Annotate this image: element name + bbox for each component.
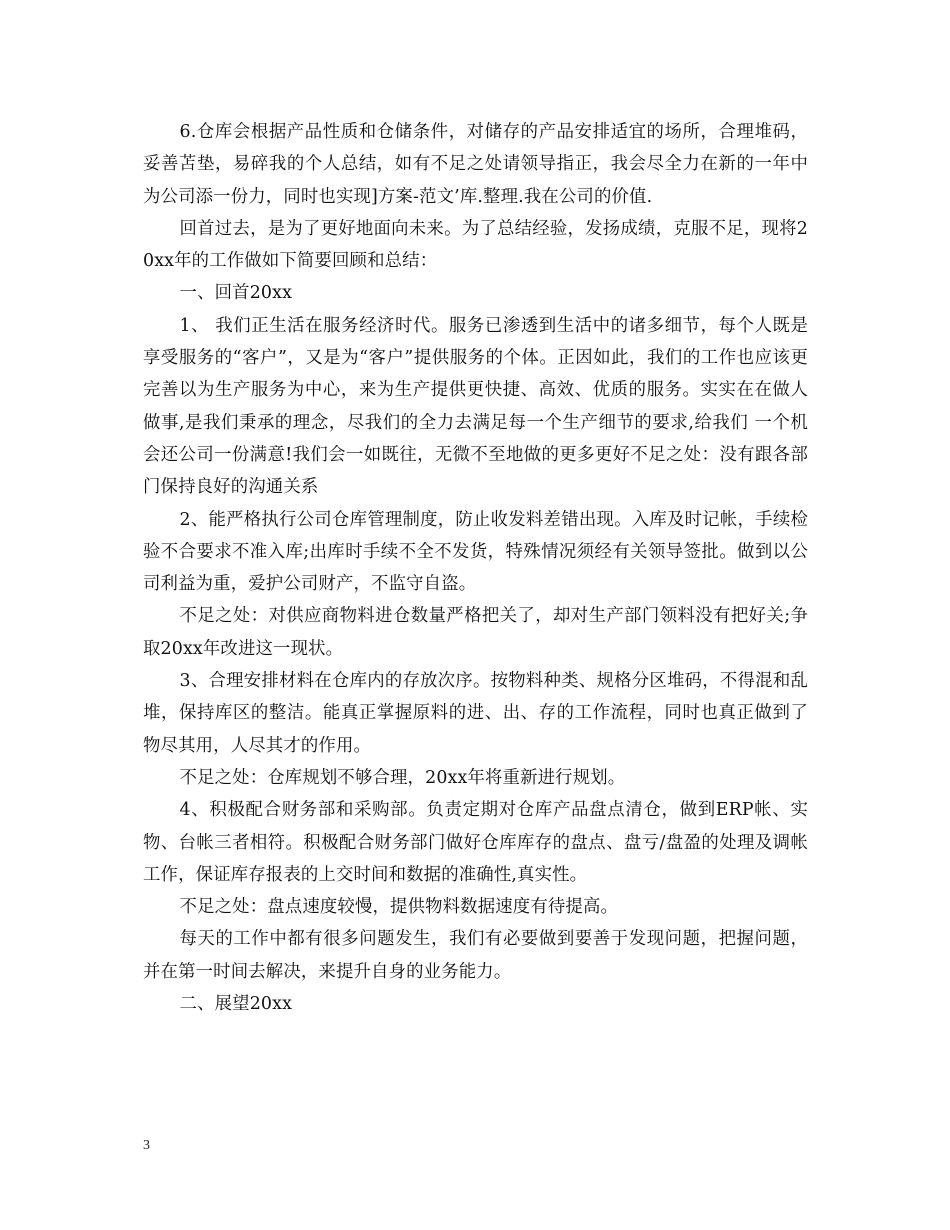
- paragraph-daily-problems: 每天的工作中都有很多问题发生，我们有必要做到要善于发现问题，把握问题，并在第一时间去解决，来提升自身的业务能力。: [143, 929, 808, 982]
- paragraph-shortcoming-planning: 不足之处：仓库规划不够合理，20xx年将重新进行规划。: [179, 767, 626, 788]
- paragraph-review-intro: 回首过去，是为了更好地面向未来。为了总结经验，发扬成绩，克服不足，现将20xx年的工作做如下简要回顾和总结：: [143, 218, 808, 272]
- paragraph-shortcoming-supplier: 不足之处：对供应商物料进仓数量严格把关了，却对生产部门领料没有把好关;争取20xx年改进这一现状。: [143, 606, 808, 659]
- page-number: 3: [143, 1138, 150, 1153]
- paragraph-material-arrangement: 3、合理安排材料在仓库内的存放次序。按物料种类、规格分区堆码，不得混和乱堆，保持库区的整洁。能真正掌握原料的进、出、存的工作流程，同时也真正做到了物尽其用，人尽其才的作用。: [143, 671, 808, 756]
- paragraph-warehouse-storage: 6.仓库会根据产品性质和仓储条件，对储存的产品安排适宜的场所，合理堆码，妥善苫垫，易碎我的个人总结，如有不足之处请领导指正，我会尽全力在新的一年中为公司添一份力，同时也实现]方案-范文’库.整理.我在公司的价值.: [143, 122, 808, 207]
- paragraph-service-economy: 1、 我们正生活在服务经济时代。服务已渗透到生活中的诸多细节，每个人既是享受服务的“客户”，又是为“客户”提供服务的个体。正因如此，我们的工作也应该更 完善以为生产服务为中心，来为生产提供更快捷、高效、优质的服务。实实在在做人做事,是我们秉承的理念，尽我们的全力去满足每一个生产细节的要求,给我们 一个机会还公司一份满意!我们会一如既往，无微不至地做的更多更好不足之处：没有跟各部门保持良好的沟通关系: [143, 315, 808, 498]
- section-heading-review: 一、回首20xx: [179, 283, 293, 304]
- document-body: [143, 116, 808, 1020]
- paragraph-finance-cooperation: 4、积极配合财务部和采购部。负责定期对仓库产品盘点清仓，做到ERP帐、实物、台帐三者相符。积极配合财务部门做好仓库库存的盘点、盘亏/盘盈的处理及调帐工作，保证库存报表的上交时间和数据的准确性,真实性。: [143, 800, 808, 885]
- paragraph-management-system: 2、能严格执行公司仓库管理制度，防止收发料差错出现。入库及时记帐，手续检验不合要求不准入库;出库时手续不全不发货，特殊情况须经有关领导签批。做到以公司利益为重，爱护公司财产，不监守自盗。: [143, 509, 808, 595]
- section-heading-outlook: 二、展望20xx: [179, 994, 293, 1015]
- paragraph-shortcoming-inventory: 不足之处：盘点速度较慢，提供物料数据速度有待提高。: [179, 897, 619, 918]
